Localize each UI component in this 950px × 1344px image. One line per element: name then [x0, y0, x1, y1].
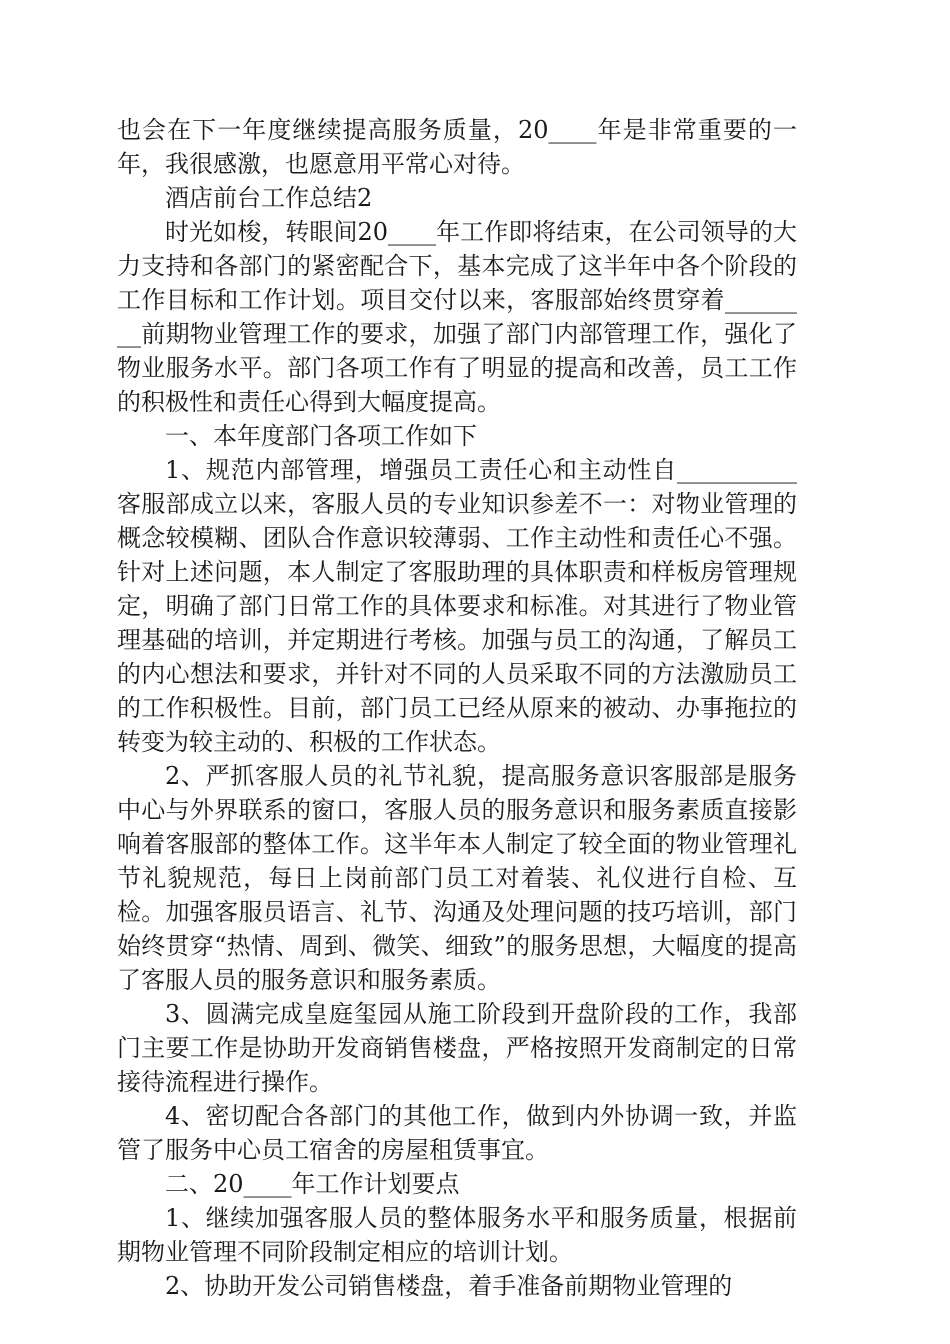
section-heading-plan: 二、20____年工作计划要点: [165, 1170, 460, 1198]
paragraph-item-1: 1、规范内部管理，增强员工责任心和主动性自__________客服部成立以来，客服人员的专业知识参差不一：对物业管理的概念较模糊、团队合作意识较薄弱、工作主动性和责任心不强。针对上述问题，本人制定了客服助理的具体职责和样板房管理规定，明确了部门日常工作的具体要求和标准。对其进行了物业管理基础的培训，并定期进行考核。加强与员工的沟通，了解员工的内心想法和要求，并针对不同的人员采取不同的方法激励员工的工作积极性。目前，部门员工已经从原来的被动、办事拖拉的转变为较主动的、积极的工作状态。: [117, 456, 797, 756]
paragraph-plan-2: 2、协助开发公司销售楼盘，着手准备前期物业管理的: [165, 1272, 733, 1300]
paragraph-plan-1: 1、继续加强客服人员的整体服务水平和服务质量，根据前期物业管理不同阶段制定相应的培训计划。: [117, 1204, 797, 1266]
paragraph-intro: 时光如梭，转眼间20____年工作即将结束，在公司领导的大力支持和各部门的紧密配合下，基本完成了这半年中各个阶段的工作目标和工作计划。项目交付以来，客服部始终贯穿着________前期物业管理工作的要求，加强了部门内部管理工作，强化了物业服务水平。部门各项工作有了明显的提高和改善，员工工作的积极性和责任心得到大幅度提高。: [117, 218, 797, 416]
paragraph-continuation: 也会在下一年度继续提高服务质量，20____年是非常重要的一年，我很感激，也愿意用平常心对待。: [117, 116, 797, 178]
section-heading-summary-2: 酒店前台工作总结2: [165, 184, 373, 212]
paragraph-item-4: 4、密切配合各部门的其他工作，做到内外协调一致，并监管了服务中心员工宿舍的房屋租赁事宜。: [117, 1102, 797, 1164]
section-heading-work-items: 一、本年度部门各项工作如下: [165, 422, 477, 450]
document-page: [117, 113, 797, 1303]
paragraph-item-3: 3、圆满完成皇庭玺园从施工阶段到开盘阶段的工作，我部门主要工作是协助开发商销售楼盘，严格按照开发商制定的日常接待流程进行操作。: [117, 1000, 797, 1096]
paragraph-item-2: 2、严抓客服人员的礼节礼貌，提高服务意识客服部是服务中心与外界联系的窗口，客服人员的服务意识和服务素质直接影响着客服部的整体工作。这半年本人制定了较全面的物业管理礼节礼貌规范，每日上岗前部门员工对着装、礼仪进行自检、互检。加强客服员语言、礼节、沟通及处理问题的技巧培训，部门始终贯穿“热情、周到、微笑、细致”的服务思想，大幅度的提高了客服人员的服务意识和服务素质。: [117, 762, 797, 994]
